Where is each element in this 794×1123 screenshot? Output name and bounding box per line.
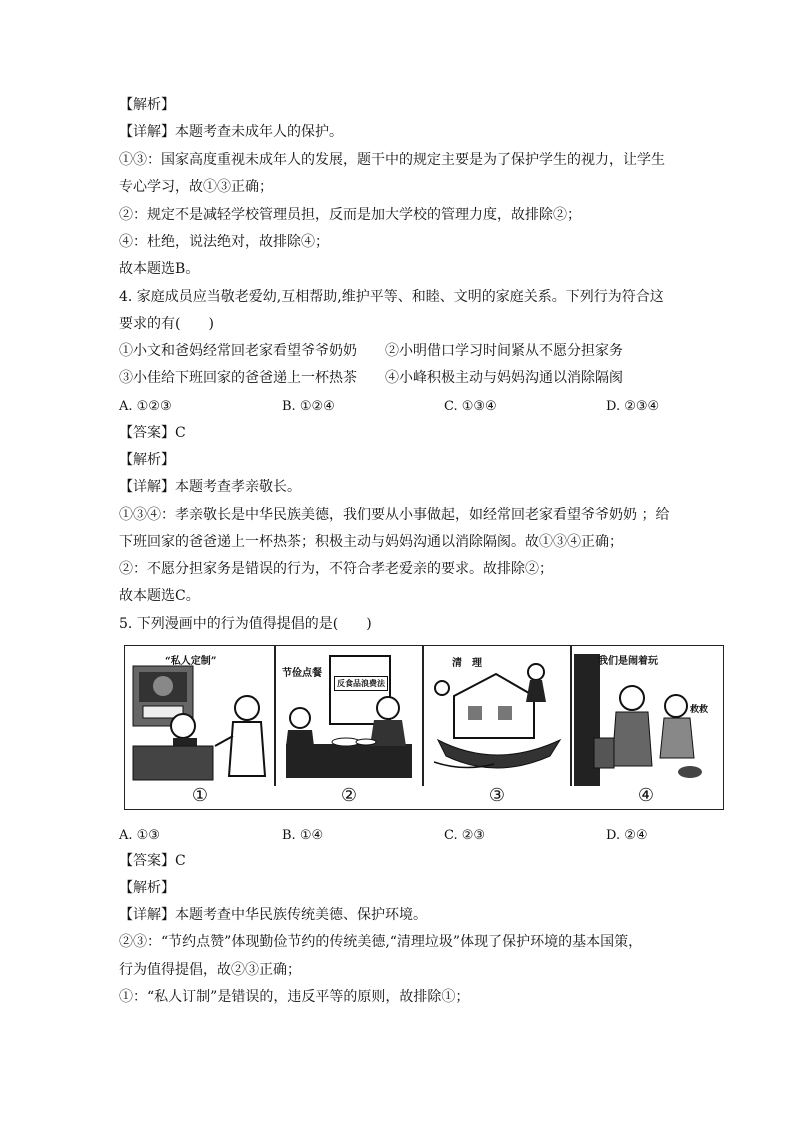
analysis-text: ①③：国家高度重视未成年人的发展，题干中的规定主要是为了保护学生的视力，让学生 <box>119 152 665 168</box>
option-b: B. ①②④ <box>282 399 335 414</box>
panel-4-caption: 我们是闹着玩 <box>598 656 658 667</box>
detail-line: 【详解】本题考查中华民族传统美德、保护环境。 <box>119 907 427 923</box>
analysis-text: ②：规定不是减轻学校管理员担，反而是加大学校的管理力度，故排除②； <box>119 207 581 223</box>
option-c: C. ②③ <box>444 828 486 843</box>
panel-number-4: ④ <box>637 785 655 806</box>
question-4-statements: ①小文和爸妈经常回老家看望爷爷奶奶 ②小明借口学习时间紧从不愿分担家务 <box>119 343 623 359</box>
panel-2-caption: 节俭点餐 <box>282 668 322 679</box>
analysis-text: ①③④：孝亲敬长是中华民族美德，我们要从小事做起，如经常回老家看望爷爷奶奶 ；给 <box>119 507 670 523</box>
detail-line: 【详解】本题考查未成年人的保护。 <box>119 124 343 140</box>
question-4-stem: 要求的有( ) <box>119 316 214 332</box>
analysis-text: ②③：“节约点赞”体现勤俭节约的传统美德,“清理垃圾”体现了保护环境的基本国策， <box>119 934 643 950</box>
detail-line: 【详解】本题考查孝亲敬长。 <box>119 479 301 495</box>
analysis-text: 专心学习，故①③正确； <box>119 179 273 195</box>
analysis-text: ②：不愿分担家务是错误的行为，不符合孝老爱亲的要求。故排除②； <box>119 561 553 577</box>
analysis-heading: 【解析】 <box>119 452 175 468</box>
analysis-text: ④：杜绝，说法绝对，故排除④； <box>119 234 329 250</box>
option-b: B. ①④ <box>282 828 324 843</box>
question-4-options <box>119 398 679 416</box>
analysis-heading: 【解析】 <box>119 880 175 896</box>
comic-panel-3 <box>424 646 570 786</box>
analysis-text: ①：“私人订制”是错误的，违反平等的原则，故排除①； <box>119 989 470 1005</box>
panel-1-drawing <box>125 646 274 786</box>
panel-1-caption: “私人定制” <box>165 656 217 667</box>
comic-panel-1 <box>125 646 274 786</box>
question-5-options <box>119 827 679 845</box>
panel-number-3: ③ <box>488 785 506 806</box>
panel-number-1: ① <box>191 785 209 806</box>
analysis-heading: 【解析】 <box>119 97 175 113</box>
question-4-stem: 4. 家庭成员应当敬老爱幼,互相帮助,维护平等、和睦、文明的家庭关系。下列行为符合这 <box>119 289 664 305</box>
panel-3-drawing <box>424 646 570 786</box>
panel-3-caption: 清 理 <box>452 658 482 669</box>
answer-line: 【答案】C <box>119 853 186 869</box>
option-d: D. ②④ <box>606 828 648 843</box>
panel-4-shout: 救救 <box>690 705 709 715</box>
option-c: C. ①③④ <box>444 399 497 414</box>
panel-4-drawing <box>572 646 722 786</box>
question-4-statements: ③小佳给下班回家的爸爸递上一杯热茶 ④小峰积极主动与妈妈沟通以消除隔阂 <box>119 370 623 386</box>
answer-conclusion: 故本题选B。 <box>119 261 200 277</box>
option-a: A. ①②③ <box>119 399 172 414</box>
comic-panel-2 <box>276 646 422 786</box>
panel-2-sign: 反食品浪费法 <box>334 676 388 691</box>
analysis-text: 下班回家的爸爸递上一杯热茶；积极主动与妈妈沟通以消除隔阂。故①③④正确； <box>119 534 623 550</box>
option-d: D. ②③④ <box>606 399 660 414</box>
question-5-stem: 5. 下列漫画中的行为值得提倡的是( ) <box>119 616 372 632</box>
analysis-text: 行为值得提倡，故②③正确； <box>119 962 301 978</box>
option-a: A. ①③ <box>119 828 160 843</box>
answer-line: 【答案】C <box>119 425 186 441</box>
panel-number-2: ② <box>340 785 358 806</box>
answer-conclusion: 故本题选C。 <box>119 588 200 604</box>
comic-strip <box>124 645 724 810</box>
comic-panel-4 <box>572 646 722 786</box>
